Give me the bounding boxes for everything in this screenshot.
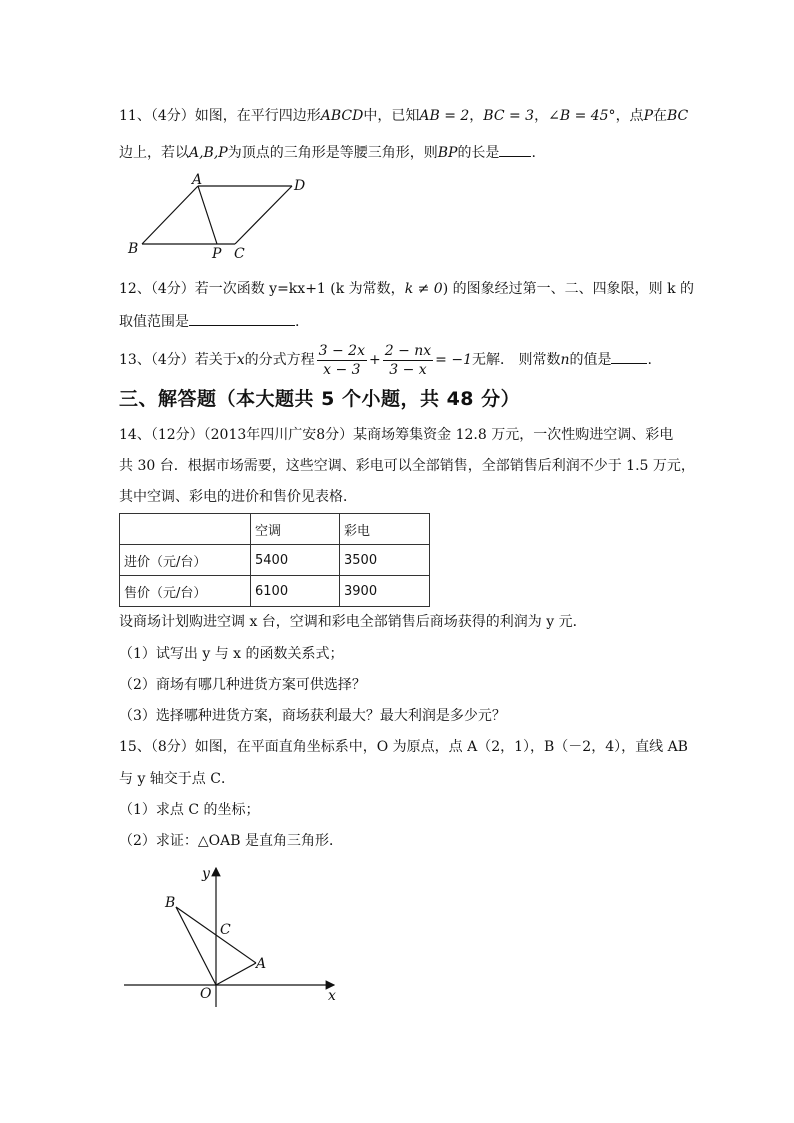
q12-end: . bbox=[295, 314, 300, 330]
price-table bbox=[119, 513, 430, 607]
fraction-2-denominator: 3 − x bbox=[389, 361, 427, 378]
fraction-2-numerator: 2 − nx bbox=[384, 342, 432, 359]
label-o: O bbox=[200, 986, 212, 1002]
x-axis-label: x bbox=[328, 988, 336, 1004]
q12-text: 12、（4分）若一次函数 y=kx+1 (k 为常数， bbox=[119, 281, 405, 297]
q14-line3: 其中空调、彩电的进价和售价见表格． bbox=[119, 489, 357, 505]
table-header-row bbox=[120, 514, 430, 545]
q11-bc: BC bbox=[666, 108, 689, 124]
q11-text: 在 bbox=[652, 108, 667, 124]
table-header-cell: 空调 bbox=[251, 514, 340, 545]
q11-abp: A,B,P bbox=[189, 145, 228, 161]
q11-text: 的长是 bbox=[457, 145, 500, 161]
fraction-1-numerator: 3 − 2x bbox=[318, 342, 365, 359]
label-a: A bbox=[256, 956, 267, 972]
q13-n: n bbox=[560, 352, 570, 368]
answer-blank bbox=[611, 349, 647, 364]
q14-line2: 共 30 台．根据市场需要，这些空调、彩电可以全部销售，全部销售后利润不少于 1.5 万元， bbox=[119, 458, 695, 474]
q13-text: 的值是 bbox=[569, 352, 612, 368]
q14-sub3: （3）选择哪种进货方案，商场获利最大？最大利润是多少元？ bbox=[119, 708, 506, 724]
label-c: C bbox=[220, 922, 231, 938]
section-heading: 三、解答题（本大题共 5 个小题，共 48 分） bbox=[119, 388, 521, 410]
label-b: B bbox=[128, 241, 139, 257]
q12-cond: k ≠ 0 bbox=[404, 281, 443, 297]
q13-text: 13、（4分）若关于 bbox=[119, 352, 237, 368]
q14-line1: 14、（12分）（2013年四川广安8分）某商场筹集资金 12.8 万元，一次性购进空调、彩电 bbox=[119, 427, 674, 443]
q15-line2: 与 y 轴交于点 C． bbox=[119, 771, 235, 787]
answer-blank bbox=[189, 311, 295, 326]
label-b: B bbox=[165, 895, 176, 911]
q13-plus: + bbox=[368, 352, 381, 368]
q12-line1 bbox=[119, 279, 694, 299]
q11-cond-b: ∠B = 45° bbox=[548, 108, 616, 124]
q15-sub2: （2）求证：△OAB 是直角三角形． bbox=[119, 833, 343, 849]
q13-line bbox=[119, 338, 652, 382]
q13-x: x bbox=[236, 352, 245, 368]
table-cell: 3900 bbox=[340, 576, 430, 607]
table-header-cell bbox=[120, 514, 251, 545]
q15-line1: 15、（8分）如图，在平面直角坐标系中，O 为原点，点 A（2，1），B（－2，4），直线 AB bbox=[119, 739, 688, 755]
q11-text: 为顶点的三角形是等腰三角形，则 bbox=[227, 145, 438, 161]
edge-dc bbox=[235, 186, 292, 244]
label-a: A bbox=[192, 172, 203, 188]
table-cell: 进价（元/台） bbox=[120, 545, 251, 576]
answer-blank bbox=[499, 142, 531, 157]
table-row bbox=[120, 576, 430, 607]
q11-text: ，点 bbox=[615, 108, 644, 124]
q12-text: ) 的图象经过第一、二、四象限，则 k 的 bbox=[442, 281, 695, 297]
q13-text: 无解． 则常数 bbox=[472, 352, 561, 368]
table-cell: 3500 bbox=[340, 545, 430, 576]
q11-cond-bc: BC = 3 bbox=[483, 108, 535, 124]
coordinate-figure bbox=[120, 862, 350, 1010]
segment-oa bbox=[216, 963, 256, 985]
table-cell: 6100 bbox=[251, 576, 340, 607]
q12-line2 bbox=[119, 311, 299, 332]
edge-ab bbox=[142, 186, 198, 244]
q11-p: P bbox=[643, 108, 653, 124]
q11-text: 中，已知 bbox=[363, 108, 420, 124]
label-d: D bbox=[294, 178, 306, 194]
fraction-1-denominator: x − 3 bbox=[323, 361, 361, 378]
q13-rhs: = −1 bbox=[435, 352, 472, 368]
table-header-cell: 彩电 bbox=[340, 514, 430, 545]
label-c: C bbox=[234, 246, 245, 262]
q11-line2 bbox=[119, 142, 536, 163]
table-row bbox=[120, 545, 430, 576]
q13-end: . bbox=[647, 352, 652, 368]
q15-sub1: （1）求点 C 的坐标； bbox=[119, 802, 260, 818]
q11-sep: ， bbox=[534, 108, 549, 124]
segment-ob bbox=[176, 907, 216, 985]
q14-sub2: （2）商场有哪几种进货方案可供选择？ bbox=[119, 677, 366, 693]
q11-line1 bbox=[119, 106, 688, 126]
fraction-1 bbox=[317, 342, 367, 379]
q11-text: 11、（4分）如图，在平行四边形 bbox=[119, 108, 321, 124]
q11-bp: BP bbox=[437, 145, 458, 161]
segment-ap bbox=[198, 186, 217, 244]
table-cell: 售价（元/台） bbox=[120, 576, 251, 607]
y-axis-label: y bbox=[202, 866, 210, 882]
q12-text: 取值范围是 bbox=[119, 314, 189, 330]
q13-text: 的分式方程 bbox=[244, 352, 315, 368]
label-p: P bbox=[212, 246, 222, 262]
fraction-2 bbox=[383, 342, 433, 379]
table-cell: 5400 bbox=[251, 545, 340, 576]
q14-sub1: （1）试写出 y 与 x 的函数关系式； bbox=[119, 646, 344, 662]
parallelogram-figure bbox=[120, 172, 320, 264]
q11-sep: ， bbox=[469, 108, 484, 124]
q11-end: . bbox=[531, 145, 536, 161]
q11-abcd: ABCD bbox=[320, 108, 364, 124]
q11-cond-ab: AB = 2 bbox=[419, 108, 470, 124]
q11-text: 边上，若以 bbox=[119, 145, 189, 161]
q14-line4: 设商场计划购进空调 x 台，空调和彩电全部销售后商场获得的利润为 y 元． bbox=[119, 614, 587, 630]
